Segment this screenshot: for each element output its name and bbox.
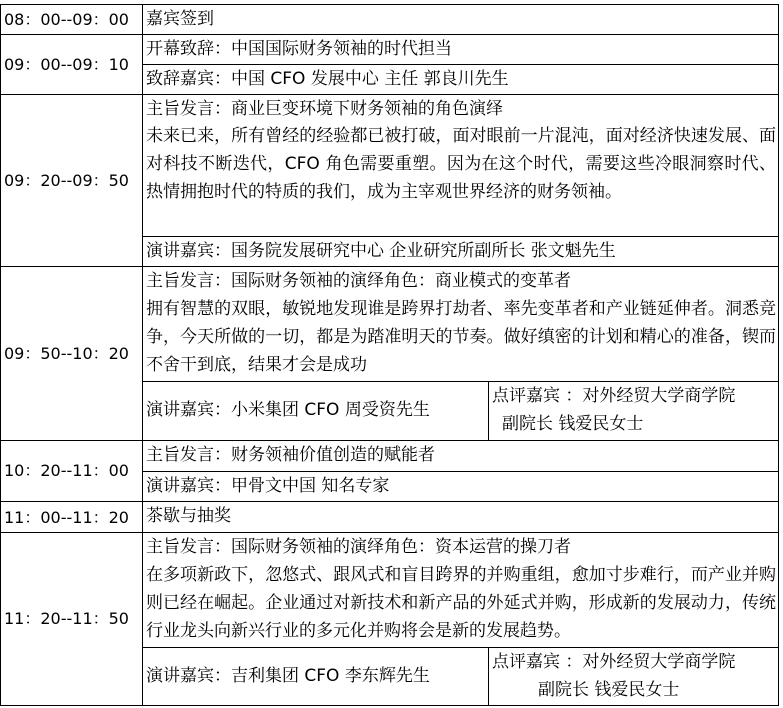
session-title: 主旨发言：财务领袖价值创造的赋能者 <box>146 445 435 465</box>
session-time: 09：50--10：20 <box>4 344 129 363</box>
session-title: 嘉宾签到 <box>146 9 214 29</box>
session-time: 09：20--09：50 <box>4 171 129 190</box>
session-title: 主旨发言：商业巨变环境下财务领袖的角色演绎 <box>146 99 503 119</box>
session-description: 拥有智慧的双眼，敏锐地发现谁是跨界打劫者、率先变革者和产业链延伸者。洞悉竞争，今天所做的一切，都是为踏准明天的节奏。做好缜密的计划和精心的准备，锲而不舍干到底，结果才会是成功 <box>146 299 776 375</box>
speaker-line: 演讲嘉宾：甲骨文中国 知名专家 <box>146 476 390 496</box>
commentator-line: 点评嘉宾 ：对外经贸大学商学院 <box>492 386 736 406</box>
session-time: 10：20--11：00 <box>4 461 129 480</box>
commentator-line: 点评嘉宾 ：对外经贸大学商学院 <box>492 652 736 672</box>
session-title: 茶歇与抽奖 <box>146 506 231 526</box>
session-description: 在多项新政下，忽悠式、跟风式和盲目跨界的并购重组，愈加寸步难行，而产业并购则已经在崛起。企业通过对新技术和新产品的外延式并购，形成新的发展动力，传统行业龙头向新兴行业的多元化并购将会是新的发展趋势。 <box>146 565 776 641</box>
table-rule <box>778 4 779 706</box>
table-rule <box>0 501 779 502</box>
table-rule <box>0 705 779 706</box>
speaker-line: 致辞嘉宾：中国 CFO 发展中心 主任 郭良川先生 <box>146 69 509 89</box>
session-description: 未来已来，所有曾经的经验都已被打破，面对眼前一片混沌，面对经济快速发展、面对科技不断迭代，CFO 角色需要重塑。因为在这个时代，需要这些冷眼洞察时代、热情拥抱时代的特质的我们，成为主宰观世界经济的财务领袖。 <box>146 126 776 202</box>
table-rule <box>488 381 489 441</box>
session-time: 09：00--09：10 <box>4 55 129 74</box>
session-title: 开幕致辞：中国国际财务领袖的时代担当 <box>146 39 452 59</box>
commentator-line: 副院长 钱爱民女士 <box>538 680 680 700</box>
table-rule <box>0 4 1 706</box>
session-time: 11：20--11：50 <box>4 609 129 628</box>
speaker-line: 演讲嘉宾：吉利集团 CFO 李东辉先生 <box>146 666 430 686</box>
session-time: 11：00--11：20 <box>4 508 129 527</box>
session-time: 08：00--09：00 <box>4 10 129 29</box>
speaker-line: 演讲嘉宾：国务院发展研究中心 企业研究所副所长 张文魁先生 <box>146 241 616 261</box>
speaker-line: 演讲嘉宾：小米集团 CFO 周受资先生 <box>146 400 430 420</box>
session-title: 主旨发言：国际财务领袖的演绎角色：商业模式的变革者 <box>146 271 571 291</box>
commentator-line: 副院长 钱爱民女士 <box>502 414 644 434</box>
table-rule <box>488 647 489 706</box>
table-rule <box>142 4 143 706</box>
session-title: 主旨发言：国际财务领袖的演绎角色：资本运营的操刀者 <box>146 537 571 557</box>
